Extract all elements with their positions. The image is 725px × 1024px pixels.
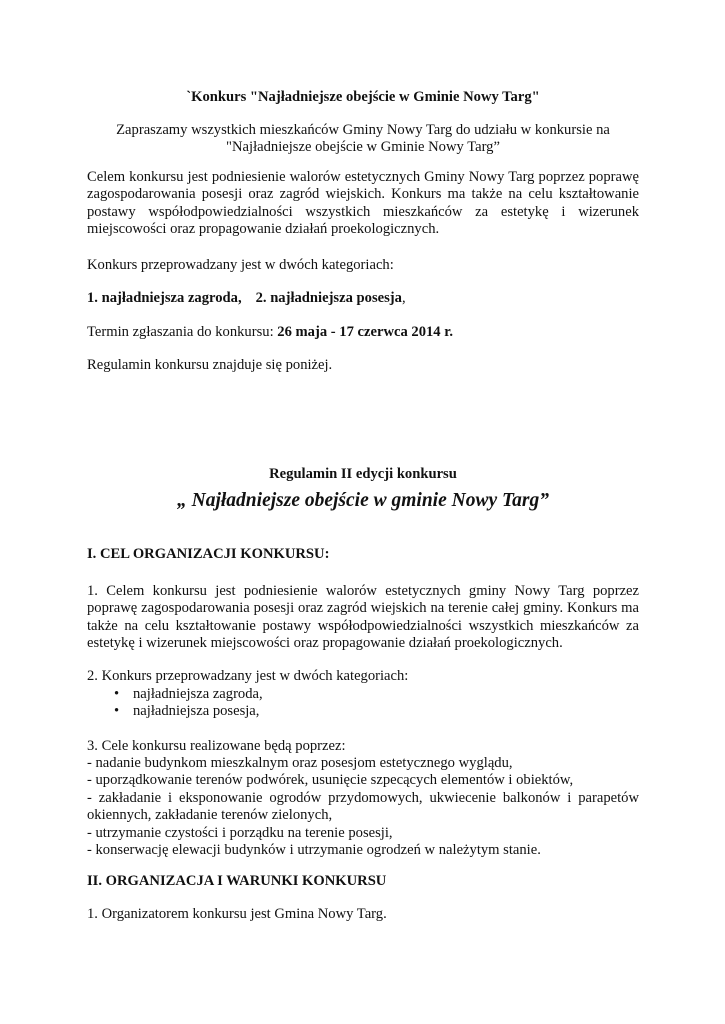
invitation-line-2: "Najładniejsze obejście w Gminie Nowy Targ” xyxy=(226,139,500,156)
invitation-text xyxy=(87,122,639,157)
list-item-text: najładniejsza zagroda, xyxy=(133,686,263,702)
edition-title: Regulamin II edycji konkursu xyxy=(269,466,457,482)
category-suffix: , xyxy=(401,290,406,306)
section-1-point-2-intro: 2. Konkurs przeprowadzany jest w dwóch kategoriach: xyxy=(87,668,409,684)
category-1: 1. najładniejsza zagroda, xyxy=(87,290,242,306)
bullet-icon: • xyxy=(114,703,120,720)
section-1-point-3-intro: 3. Cele konkursu realizowane będą poprzez: xyxy=(87,738,346,754)
list-item: - zakładanie i eksponowanie ogrodów przydomowych, ukwiecenie balkonów i parapetów okiennych, zakładanie terenów zielonych, xyxy=(87,789,639,824)
section-2-heading: II. ORGANIZACJA I WARUNKI KONKURSU xyxy=(87,873,387,889)
list-item: - nadanie budynkom mieszkalnym oraz posesjom estetycznego wyglądu, xyxy=(87,755,513,771)
category-2: 2. najładniejsza posesja xyxy=(255,290,402,306)
list-item: - uporządkowanie terenów podwórek, usunięcie szpecących elementów i obiektów, xyxy=(87,772,574,789)
goal-paragraph: Celem konkursu jest podniesienie walorów estetycznych Gminy Nowy Targ poprzez poprawę zagospodarowania posesji oraz zagród wiejskich. Konkurs ma także na celu kształtowanie postawy współodpowiedzialności wszystkich mieszkańców za estetykę i wizerunek miejscowości oraz propagowanie działań proekologicznych. xyxy=(87,169,639,238)
invitation-line-1: Zapraszamy wszystkich mieszkańców Gminy Nowy Targ do udziału w konkursie na xyxy=(116,122,610,138)
categories-line xyxy=(87,290,639,307)
announcement-title: `Konkurs "Najładniejsze obejście w Gminie Nowy Targ" xyxy=(186,89,540,105)
goals-list xyxy=(87,755,639,859)
deadline-line xyxy=(87,324,639,341)
contest-title: „ Najładniejsze obejście w gminie Nowy Targ” xyxy=(177,490,549,511)
section-2-point-1: 1. Organizatorem konkursu jest Gmina Nowy Targ. xyxy=(87,906,387,922)
deadline-label: Termin zgłaszania do konkursu: xyxy=(87,324,278,340)
list-item xyxy=(87,686,639,703)
deadline-value: 26 maja - 17 czerwca 2014 r. xyxy=(277,324,454,340)
list-item-text: najładniejsza posesja, xyxy=(133,703,260,720)
bullet-icon: • xyxy=(114,686,120,702)
list-item: - konserwację elewacji budynków i utrzymanie ogrodzeń w należytym stanie. xyxy=(87,842,541,859)
section-1-point-1: 1. Celem konkursu jest podniesienie walorów estetycznych gminy Nowy Targ poprzez poprawę zagospodarowania posesji oraz zagród wiejskich na terenie całej gminy. Konkurs ma także na celu kształtowanie postawy współodpowiedzialności wszystkich mieszkańców za estetykę i wizerunek miejscowości oraz propagowanie działań proekologicznych. xyxy=(87,583,639,652)
categories-intro: Konkurs przeprowadzany jest w dwóch kategoriach: xyxy=(87,257,394,273)
section-1-heading: I. CEL ORGANIZACJI KONKURSU: xyxy=(87,546,330,562)
category-list xyxy=(87,686,639,721)
list-item xyxy=(87,703,639,720)
list-item: - utrzymanie czystości i porządku na terenie posesji, xyxy=(87,824,393,841)
rules-note: Regulamin konkursu znajduje się poniżej. xyxy=(87,357,333,373)
